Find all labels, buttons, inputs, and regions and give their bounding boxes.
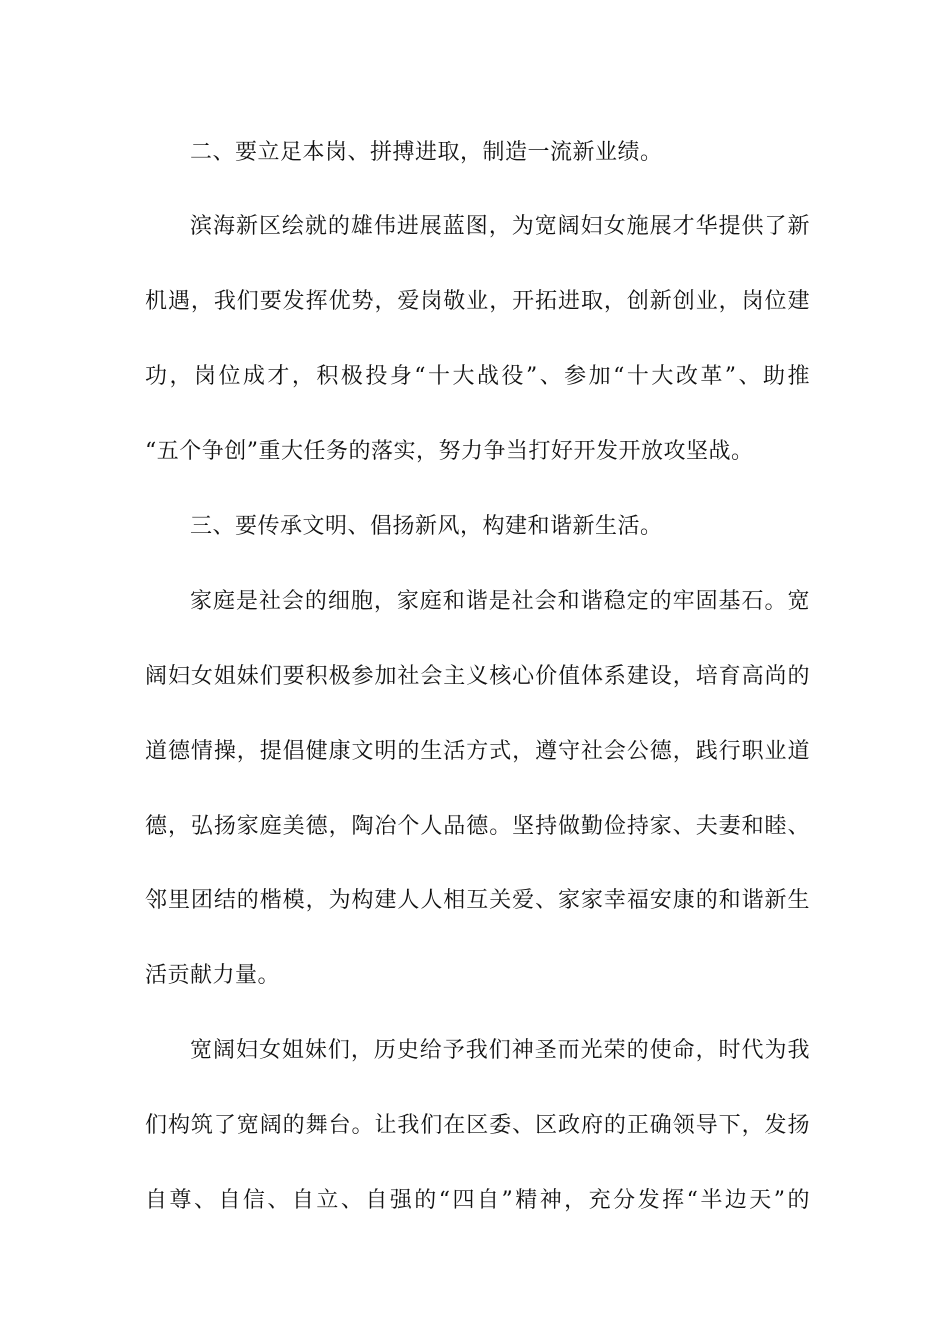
paragraph-line: 滨海新区绘就的雄伟进展蓝图，为宽阔妇女施展才华提供了新 <box>190 214 810 239</box>
section-heading-3: 三、要传承文明、倡扬新风，构建和谐新生活。 <box>190 514 663 539</box>
paragraph-line: 德，弘扬家庭美德，陶冶个人品德。坚持做勤俭持家、夫妻和睦、 <box>145 814 810 839</box>
paragraph-line: 邻里团结的楷模，为构建人人相互关爱、家家幸福安康的和谐新生 <box>145 888 810 913</box>
paragraph-line: 阔妇女姐妹们要积极参加社会主义核心价值体系建设，培育高尚的 <box>145 664 810 689</box>
paragraph-line: 道德情操，提倡健康文明的生活方式，遵守社会公德，践行职业道 <box>145 739 810 764</box>
paragraph-line: 们构筑了宽阔的舞台。让我们在区委、区政府的正确领导下，发扬 <box>145 1113 810 1138</box>
paragraph-line: 自尊、自信、自立、自强的“四自”精神，充分发挥“半边天”的 <box>145 1188 810 1213</box>
paragraph-line: 活贡献力量。 <box>145 963 281 988</box>
paragraph-line: “五个争创”重大任务的落实，努力争当打好开发开放攻坚战。 <box>145 439 754 464</box>
paragraph-line: 机遇，我们要发挥优势，爱岗敬业，开拓进取，创新创业，岗位建 <box>145 289 810 314</box>
section-heading-2: 二、要立足本岗、拼搏进取，制造一流新业绩。 <box>190 140 663 165</box>
paragraph-line: 家庭是社会的细胞，家庭和谐是社会和谐稳定的牢固基石。宽 <box>190 589 810 614</box>
paragraph-line: 功，岗位成才，积极投身“十大战役”、参加“十大改革”、助推 <box>145 364 810 389</box>
paragraph-line: 宽阔妇女姐妹们，历史给予我们神圣而光荣的使命，时代为我 <box>190 1038 810 1063</box>
